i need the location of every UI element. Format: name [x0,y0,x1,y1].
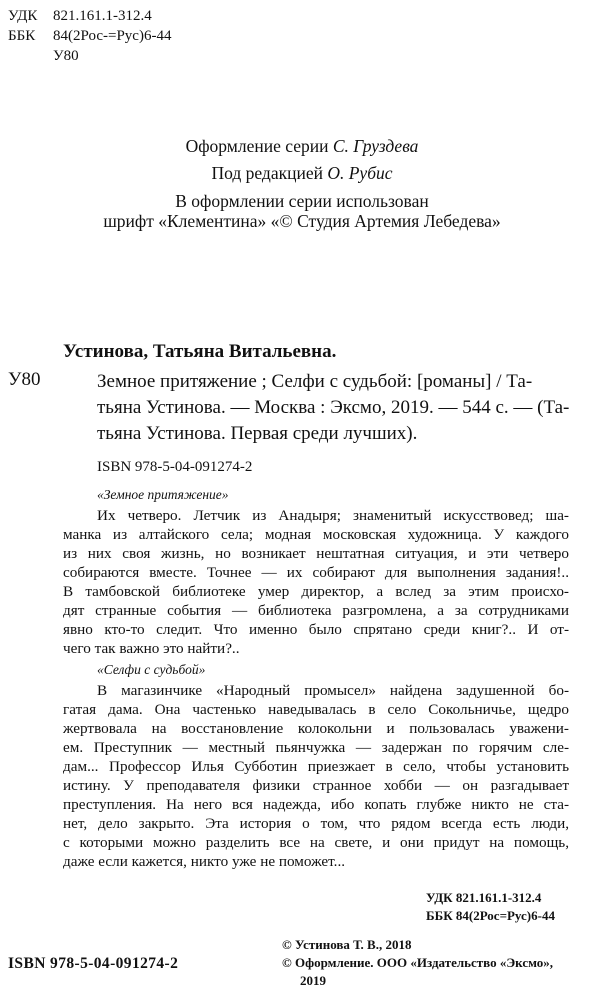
biblio-line: Земное притяжение ; Селфи с судьбой: [романы] / Та- [97,371,533,392]
footer-udk: УДК 821.161.1-312.4 [426,890,542,905]
annotation-line: собираются вместе. Точнее — их собирают для выполнения задания!.. [63,564,569,581]
annotation-title-2: «Селфи с судьбой» [97,662,206,677]
copyright-design-year: 2019 [300,973,326,988]
footer-codes [426,889,555,925]
annotation-line: явно кто-то следит. Что именно было спрятано среди книг?.. И от- [63,621,569,638]
editor-credit [0,163,604,184]
series-design-name: С. Груздева [332,136,419,156]
annotation-line: гатая дама. Она частенько наведывалась в село Сокольничье, щедро [63,701,569,718]
annotation-text-2 [63,681,569,871]
annotation-line: нет, дело закрыто. Эта история о том, что рядом всегда есть люди, [63,815,569,832]
annotation-line: В тамбовской библиотеке умер директор, а вслед за этим происхо- [63,583,569,600]
font-note-line-2: шрифт «Клементина» «© Студия Артемия Лебедева» [103,211,501,231]
annotation-line: манка из алтайского села; модная московская художница. У каждого [63,526,569,543]
copyright-block [282,936,553,990]
annotation-line: даже если кажется, никто уже не поможет... [63,853,346,870]
author-heading: Устинова, Татьяна Витальевна. [63,341,337,362]
bbk-value: 84(2Рос-=Рус)6-44 [53,28,172,44]
font-note-line-1: В оформлении серии использован [175,191,429,211]
biblio-line: тьяна Устинова. — Москва : Эксмо, 2019. — 544 с. — (Та- [97,397,570,418]
annotation-line: жертвовала на восстановление колокольни и пользовалась уважени- [63,720,569,737]
classification-codes [8,6,171,66]
udk-value: 821.161.1-312.4 [53,8,152,24]
editor-prefix: Под редакцией [211,163,328,183]
annotation-line: Их четверо. Летчик из Анадыря; знаменитый искусствовед; ша- [97,507,569,524]
bibliographic-description [97,369,569,447]
series-design-credit [0,136,604,157]
footer-bbk: ББК 84(2Рос=Рус)6-44 [426,908,555,923]
annotation-line: В магазинчике «Народный промысел» найдена задушенной бо- [97,682,569,699]
annotation-line: чего так важно это найти?.. [63,640,240,657]
isbn-record: ISBN 978-5-04-091274-2 [97,459,253,475]
bbk-row [8,26,171,46]
annotation-line: ем. Преступник — местный пьянчужка — задержан по горячим сле- [63,739,569,756]
annotation-line: дам... Профессор Илья Субботин приезжает в село, чтобы установить [63,758,569,775]
annotation-line: из них своя жизнь, но возникает нештатная ситуация, и эти четверо [63,545,569,562]
biblio-line: тьяна Устинова. Первая среди лучших). [97,423,418,444]
annotation-text-1 [63,506,569,658]
udk-row [8,6,171,26]
author-index: У80 [8,369,41,390]
copyright-author: © Устинова Т. В., 2018 [282,937,412,952]
author-mark: У80 [53,48,79,64]
footer-isbn: ISBN 978-5-04-091274-2 [8,955,179,972]
series-design-prefix: Оформление серии [185,136,333,156]
annotation-line: преступления. На него вся надежда, ибо копать глубже никто не ста- [63,796,569,813]
editor-name: О. Рубис [327,163,393,183]
annotation-title-1: «Земное притяжение» [97,487,229,502]
udk-label: УДК [8,8,38,24]
copyright-design: © Оформление. ООО «Издательство «Эксмо», [282,955,554,970]
bbk-label: ББК [8,28,36,44]
annotation-line: дят странные события — библиотека разгромлена, а за сотрудниками [63,602,569,619]
author-mark-row [8,46,171,66]
annotation-line: с которыми можно разделить все на свете, и они придут на помощь, [63,834,569,851]
annotation-line: истину. У преподавателя физики странное хобби — он разгадывает [63,777,569,794]
